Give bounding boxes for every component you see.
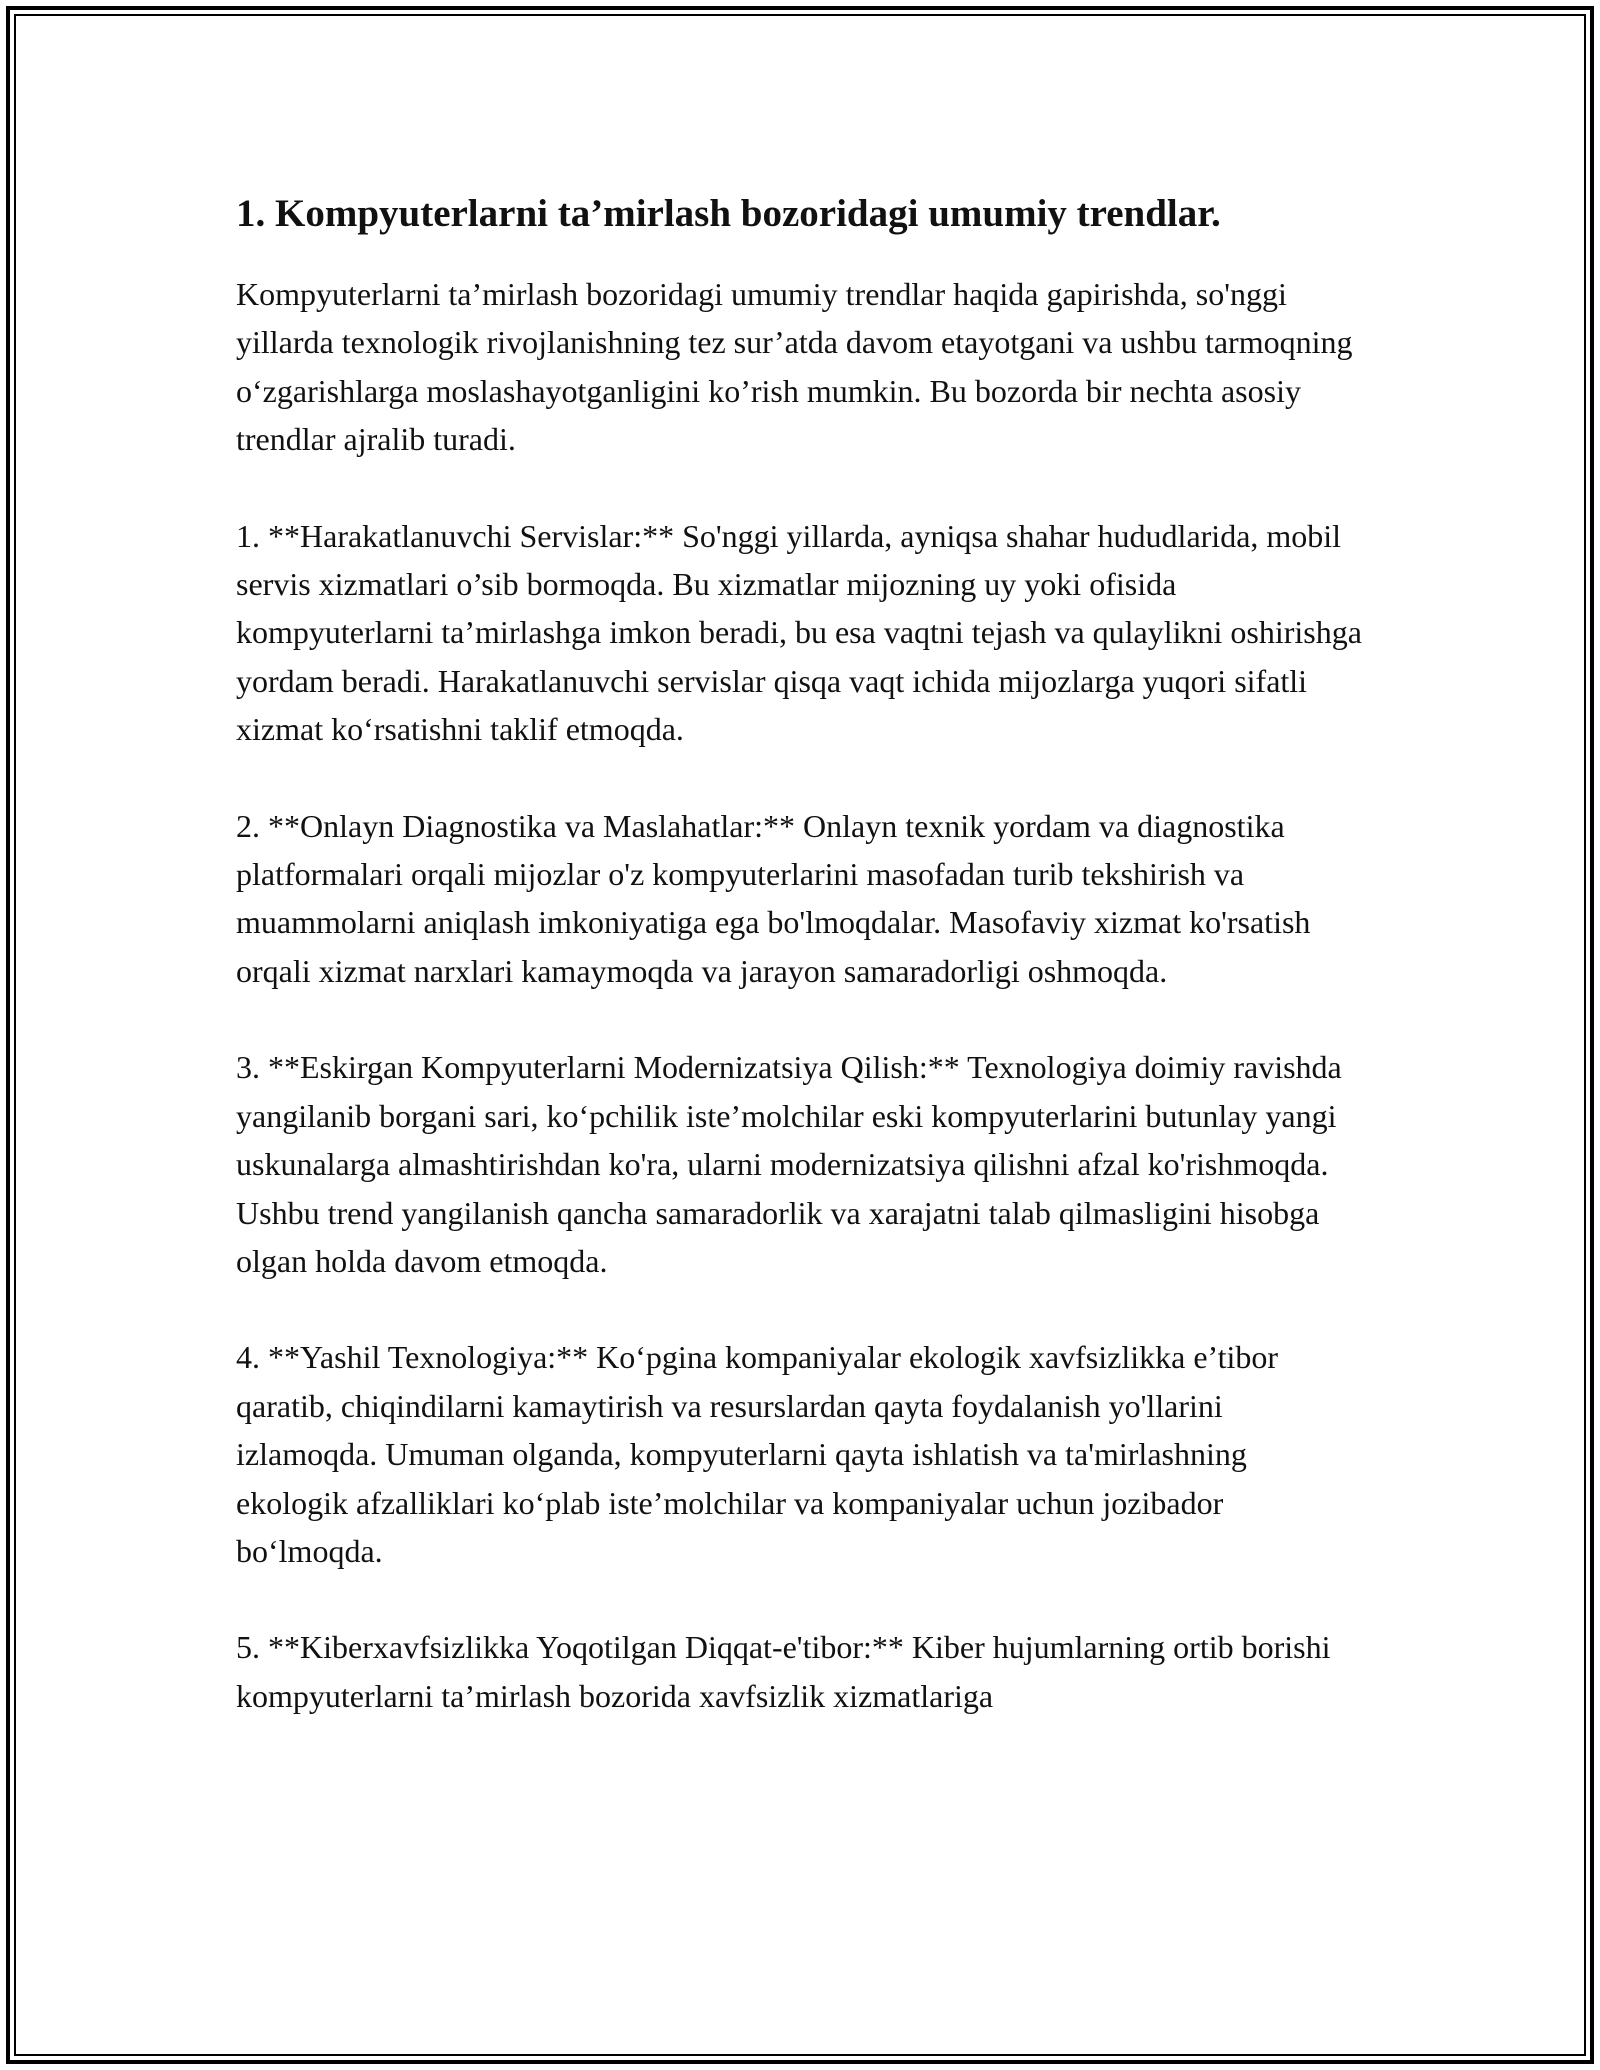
trend-paragraph-3: 3. **Eskirgan Kompyuterlarni Modernizatsiya Qilish:** Texnologiya doimiy ravishda yangilanib borgani sari, ko‘pchilik iste’molchilar eski kompyuterlarini butunlay yangi uskunalarga almashtirishdan ko'ra, ularni modernizatsiya qilishni afzal ko'rishmoqda. Ushbu trend yangilanish qancha samaradorlik va xarajatni talab qilmasligini hisobga olgan holda davom etmoqda. (236, 1049, 1342, 1279)
intro-paragraph: Kompyuterlarni ta’mirlash bozoridagi umumiy trendlar haqida gapirishda, so'nggi yillarda texnologik rivojlanishning tez sur’atda davom etayotgani va ushbu tarmoqning o‘zgarishlarga moslashayotganligini ko’rish mumkin. Bu bozorda bir nechta asosiy trendlar ajralib turadi. (236, 276, 1353, 458)
section-heading: 1. Kompyuterlarni ta’mirlash bozoridagi umumiy trendlar. (236, 192, 1221, 235)
trend-paragraph-5: 5. **Kiberxavfsizlikka Yoqotilgan Diqqat-e'tibor:** Kiber hujumlarning ortib borishi kompyuterlarni ta’mirlash bozorida xavfsizlik xizmatlariga (236, 1629, 1331, 1714)
trend-paragraph-2: 2. **Onlayn Diagnostika va Maslahatlar:** Onlayn texnik yordam va diagnostika platformalari orqali mijozlar o'z kompyuterlarini masofadan turib tekshirish va muammolarni aniqlash imkoniyatiga ega bo'lmoqdalar. Masofaviy xizmat ko'rsatish orqali xizmat narxlari kamaymoqda va jarayon samaradorligi oshmoqda. (236, 807, 1311, 989)
trend-paragraph-4: 4. **Yashil Texnologiya:** Ko‘pgina kompaniyalar ekologik xavfsizlikka e’tibor qaratib, chiqindilarni kamaytirish va resurslardan qayta foydalanish yo'llarini izlamoqda. Umuman olganda, kompyuterlarni qayta ishlatish va ta'mirlashning ekologik afzalliklari ko‘plab iste’molchilar va kompaniyalar uchun jozibador bo‘lmoqda. (236, 1339, 1279, 1569)
document-page (236, 186, 1366, 1768)
trend-paragraph-1: 1. **Harakatlanuvchi Servislar:** So'nggi yillarda, ayniqsa shahar hududlarida, mobil servis xizmatlari o’sib bormoqda. Bu xizmatlar mijozning uy yoki ofisida kompyuterlarni ta’mirlashga imkon beradi, bu esa vaqtni tejash va qulaylikni oshirishga yordam beradi. Harakatlanuvchi servislar qisqa vaqt ichida mijozlarga yuqori sifatli xizmat ko‘rsatishni taklif etmoqda. (236, 517, 1362, 748)
